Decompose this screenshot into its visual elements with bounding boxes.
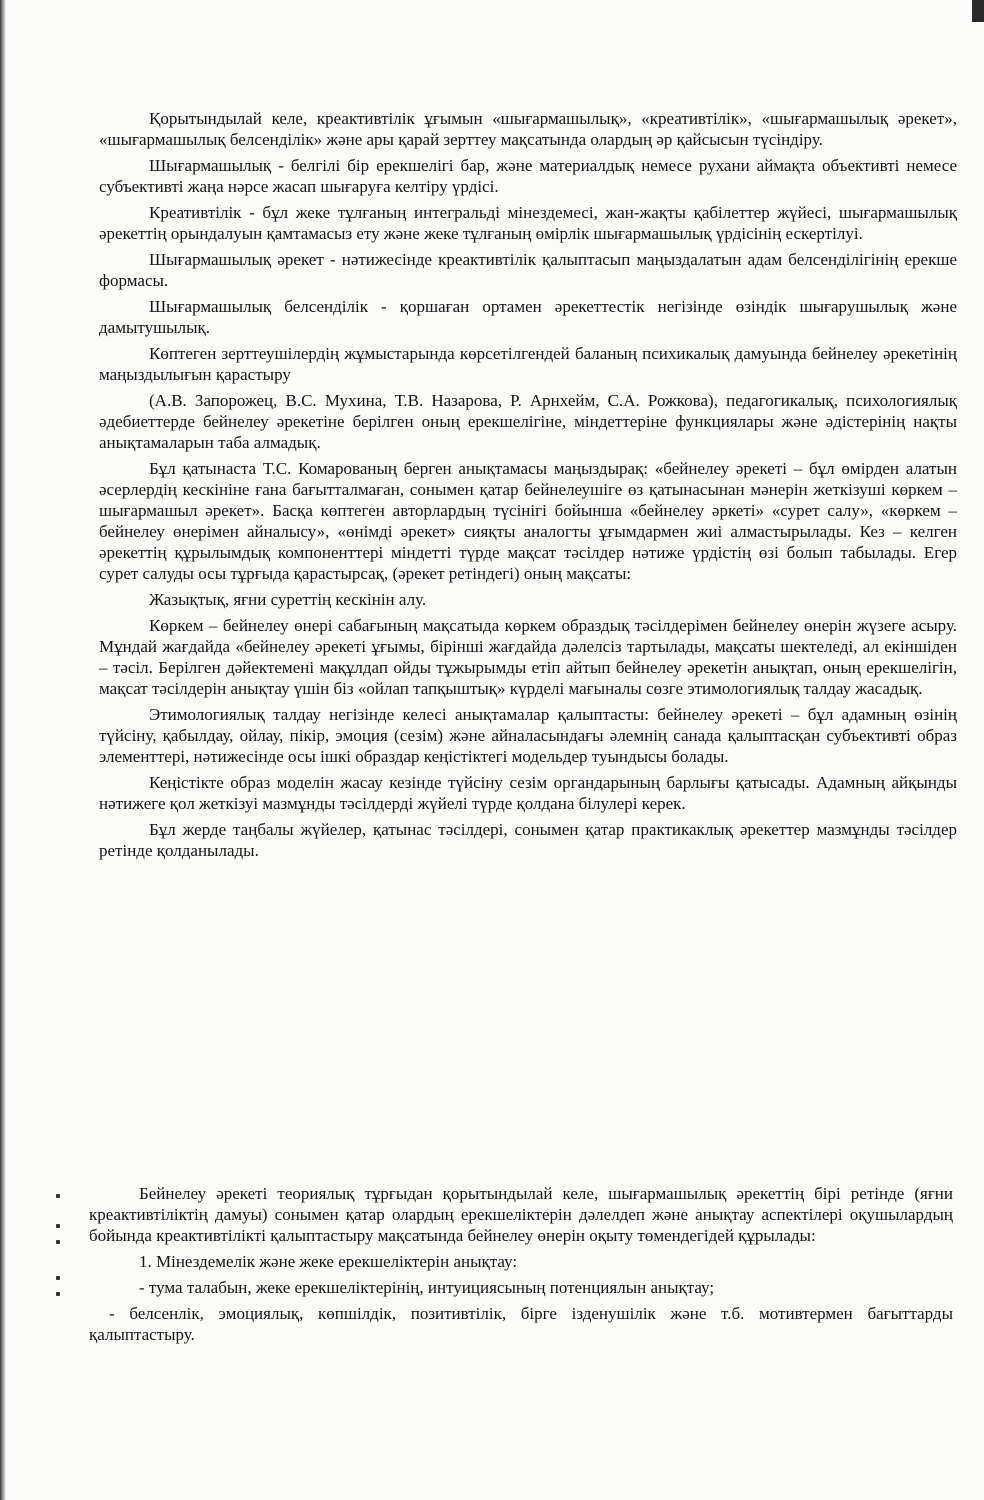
scan-corner-mark bbox=[972, 0, 984, 22]
paragraph: Кеңістікте образ моделін жасау кезінде түйсіну сезім органдарының барлығы қатысады. Адамның айқынды нәтижеге қол жеткізуі мазмұнды тәсілдерді жүйелі түрде қолдана білулері керек. bbox=[99, 773, 957, 813]
margin-scan-marks bbox=[56, 1188, 70, 1298]
paragraph: Бейнелеу әрекеті теориялық тұрғыдан қорытындылай келе, шығармашылық әрекеттің бірі ретінде (яғни креактивтіліктің дамуы) сонымен қатар олардың ерекшеліктерін дәлелдеп және анықтау аспектілері оқушылардың бойында креактивтілікті қалыптастыру мақсатында бейнелеу өнерін оқыту төмендегідей құрылады: bbox=[89, 1184, 953, 1245]
paragraph: Шығармашылық - белгілі бір ерекшелігі бар, және материалдық немесе рухани аймақта объективті немесе субъективті жаңа нәрсе жасап шығаруға келтіру үрдісі. bbox=[99, 156, 957, 196]
list-item: - белсенлік, эмоциялық, көпшілдік, позитивтілік, бірге ізденушілік және т.б. мотивтермен бағыттарды қалыптастыру. bbox=[89, 1304, 953, 1344]
document-section-2 bbox=[89, 1183, 953, 1345]
paragraph: Креативтілік - бұл жеке тұлғаның интегральді мінездемесі, жан-жақты қабілеттер жүйесі, шығармашылық әрекеттің орындалуын қамтамасыз ету және жеке тұлғаның өмірлік шығармашылық үрдісінің ескертілуі. bbox=[99, 203, 957, 243]
paragraph: Шығармашылық белсенділік - қоршаған ортамен әрекеттестік негізінде өзіндік шығарушылық және дамытушылық. bbox=[99, 297, 957, 337]
paragraph: Жазықтық, яғни суреттің кескінін алу. bbox=[149, 590, 427, 609]
paragraph: Көптеген зерттеушілердің жұмыстарында көрсетілгендей баланың психикалық дамуында бейнелеу әрекетінің маңыздылығын қарастыру bbox=[99, 344, 957, 384]
paragraph: Шығармашылық әрекет - нәтижесінде креактивтілік қалыптасып маңыздалатын адам белсенділігінің ерекше формасы. bbox=[99, 250, 957, 290]
paragraph: Бұл жерде таңбалы жүйелер, қатынас тәсілдері, сонымен қатар практикаклық әрекеттер мазмұнды тәсілдер ретінде қолданылады. bbox=[99, 820, 957, 860]
paragraph: Этимологиялық талдау негізінде келесі анықтамалар қалыптасты: бейнелеу әрекеті – бұл адамның өзінің түйсіну, қабылдау, ойлау, пікір, эмоция (сезім) және айналасындағы әлемнің санада қалыптасқан субъективті образ элементтері, нәтижесінде осы ішкі образдар кеңістіктегі модельдер туындысы болады. bbox=[99, 705, 957, 766]
paragraph: Қорытындылай келе, креактивтілік ұғымын «шығармашылық», «креативтілік», «шығармашылық әрекет», «шығармашылық белсенділік» және ары қарай зерттеу мақсатында олардың әр қайсысын түсіндіру. bbox=[99, 109, 957, 149]
paragraph: Көркем – бейнелеу өнері сабағының мақсатыда көркем образдық тәсілдерімен бейнелеу өнерін жүзеге асыру. Мұндай жағдайда «бейнелеу әрекеті ұғымы, бірінші жағдайда дәлелсіз тартылады, мақсаты шектеледі, ал екіншіден – тәсіл. Берілген дәйектемені мақұлдап ойды тұжырымды етіп айтып бейнелеу әрекетін анықтап, оның ерекшелігін, мақсат тәсілдерін анықтау үшін біз «ойлап тапқыштық» күрделі мағыналы сөзге этимологиялық талдау жасадық. bbox=[99, 616, 957, 698]
paragraph: Бұл қатынаста Т.С. Комарованың берген анықтамасы маңыздырақ: «бейнелеу әрекеті – бұл өмірден алатын әсерлердің кескініне ғана бағытталмаған, сонымен қатар бейнелеушіге өз қатынасынан мәнерін жеткізуші көркем – шығармашыл әрекет». Басқа көптеген авторлардың түсінігі бойынша «бейнелеу әркеті» «сурет салу», «көркем – бейнелеу өнерімен айналысу», «өнімді әрекет» сияқты аналогты ұғымдармен жиі алмастырылады. Кез – келген әрекеттің құрылымдық компоненттері міндетті түрде мақсат тәсілдер нәтиже үрдістің өзі болып табылады. Егер сурет салуды осы тұрғыда қарастырсақ, (әрекет ретіндегі) оның мақсаты: bbox=[99, 459, 957, 583]
paragraph-citation: (А.В. Запорожец, В.С. Мухина, Т.В. Назарова, Р. Арнхейм, С.А. Рожкова), педагогикалық, психологиялық әдебиеттерде бейнелеу әрекетіне берілген оның ерекшелігіне, міндеттеріне функциялары және әдістерінің нақты анықтамаларын таба алмадық. bbox=[99, 391, 957, 452]
document-section-1 bbox=[99, 108, 957, 861]
scan-edge bbox=[0, 0, 6, 1500]
list-item: - тума талабын, жеке ерекшеліктерінің, интуициясының потенциялын анықтау; bbox=[139, 1278, 715, 1297]
list-heading: 1. Мінездемелік және жеке ерекшеліктерін анықтау: bbox=[139, 1252, 518, 1271]
